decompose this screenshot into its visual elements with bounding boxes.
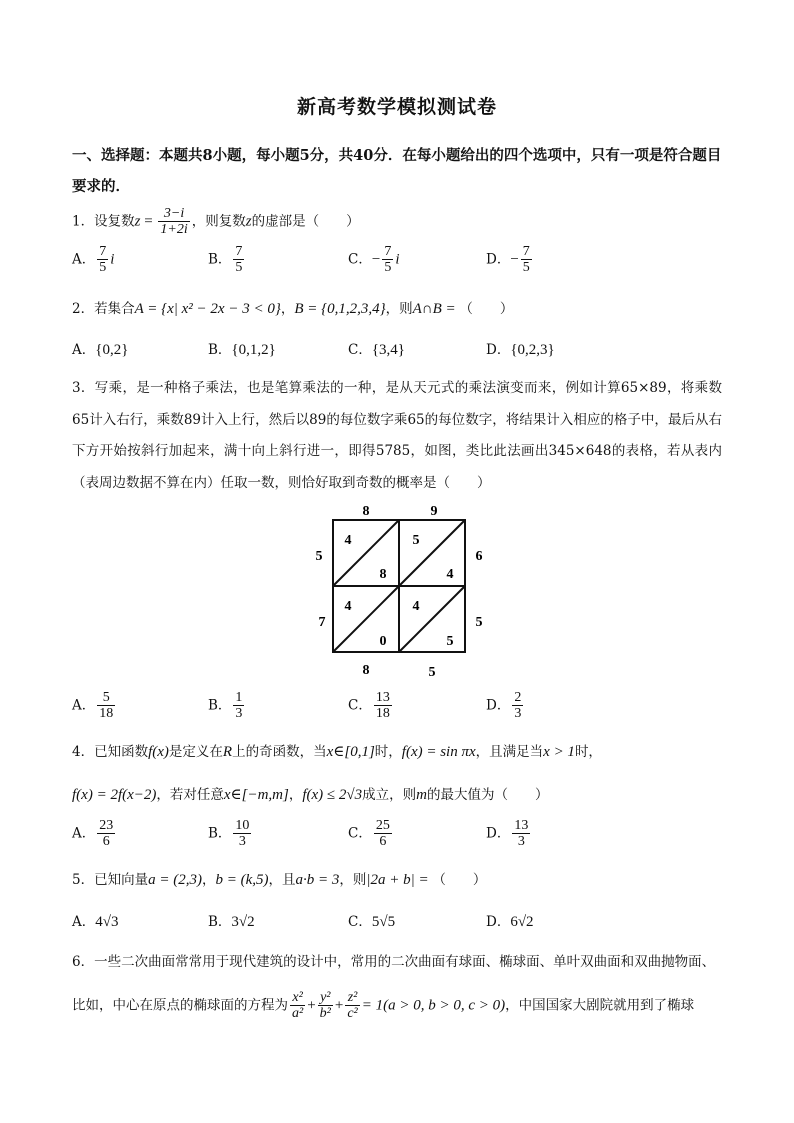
q6-text: 比如，中心在原点的椭球面的方程为 bbox=[72, 997, 288, 1014]
q5-text: 5．已知向量 bbox=[72, 872, 149, 888]
q6-text: ，中国国家大剧院就用到了椭球 bbox=[505, 997, 695, 1014]
option-fraction bbox=[97, 818, 115, 850]
grid-cell-digit: 5 bbox=[412, 533, 420, 548]
q5-dot-product: a·b = 3 bbox=[295, 872, 340, 888]
lattice-grid-figure bbox=[306, 502, 506, 682]
q6-frac-den: c² bbox=[347, 1006, 358, 1022]
q4-math: x∈[0,1] bbox=[326, 744, 375, 760]
option-numerator: 7 bbox=[522, 244, 530, 259]
option-label: C． bbox=[348, 342, 372, 358]
option-denominator: 6 bbox=[379, 834, 387, 850]
option-numerator: 25 bbox=[375, 818, 390, 833]
option-fraction bbox=[233, 818, 251, 850]
option-a[interactable] bbox=[72, 244, 114, 276]
option-denominator: 18 bbox=[99, 706, 114, 722]
grid-cell-digit: 4 bbox=[344, 599, 352, 614]
option-value: {0,2,3} bbox=[510, 342, 555, 358]
q1-fraction bbox=[158, 206, 189, 238]
q2-text-a: 2．若集合 bbox=[72, 301, 135, 317]
q6-condition: = 1(a > 0, b > 0, c > 0) bbox=[361, 997, 506, 1014]
option-c[interactable] bbox=[348, 690, 394, 722]
q4-text: 时， bbox=[374, 744, 402, 760]
question-4-line1 bbox=[72, 740, 602, 761]
option-label: D． bbox=[486, 697, 511, 714]
q4-math: f(x) ≤ 2√3 bbox=[302, 787, 363, 803]
q1-numerator: 3−i bbox=[158, 206, 189, 222]
option-c[interactable] bbox=[348, 338, 405, 359]
page-title: 新高考数学模拟测试卷 bbox=[296, 96, 497, 118]
option-value: {3,4} bbox=[371, 342, 405, 358]
option-fraction bbox=[382, 244, 393, 276]
question-3: 3．写乘，是一种格子乘法，也是笔算乘法的一种，是从天元式的乘法演变而来，例如计算65×89，将乘数65计入右行，乘数89计入上行，然后以89的每位数字乘65的每位数字，将结果计入相应的格子中，最后从右下方开始按斜行加起来，满十向上斜行进一，即得5785，如图，类比此法画出345×648的表格，若从表内（表周边数据不算在内）任取一数，则恰好取到奇数的概率是（ ） bbox=[72, 380, 722, 491]
question-4-line2 bbox=[72, 783, 548, 804]
q2-text-b: ，则 bbox=[385, 301, 413, 317]
q5-text: ， bbox=[201, 872, 216, 888]
q4-math: f(x) bbox=[148, 744, 169, 760]
option-denominator: 5 bbox=[384, 260, 392, 276]
q1-prefix: 1．设复数 bbox=[72, 213, 135, 230]
option-b[interactable] bbox=[208, 690, 246, 722]
q6-frac-num: x² bbox=[290, 990, 305, 1006]
option-value: {0,1,2} bbox=[231, 342, 276, 358]
option-suffix: i bbox=[395, 251, 400, 268]
option-label: D． bbox=[486, 825, 511, 842]
option-numerator: 7 bbox=[235, 244, 243, 259]
q6-frac-num: z² bbox=[345, 990, 359, 1006]
option-denominator: 5 bbox=[99, 260, 107, 276]
option-fraction bbox=[233, 690, 244, 722]
option-label: B． bbox=[208, 914, 232, 930]
option-label: B． bbox=[208, 697, 232, 714]
q2-set-a: A = {x| x² − 2x − 3 < 0} bbox=[134, 301, 281, 317]
q2-sep: ， bbox=[280, 301, 295, 317]
option-a[interactable] bbox=[72, 818, 117, 850]
q1-text: ，则复数 bbox=[191, 213, 246, 230]
option-fraction bbox=[374, 818, 392, 850]
q6-frac-den: a² bbox=[292, 1006, 304, 1022]
option-value: 6√2 bbox=[510, 914, 534, 930]
q4-math: x∈[−m,m] bbox=[223, 787, 289, 803]
option-label: A． bbox=[72, 342, 96, 358]
question-5 bbox=[72, 868, 486, 889]
section-heading: 一、选择题：本题共8小题，每小题5分，共40分．在每小题给出的四个选项中，只有一项是符合题目要求的． bbox=[72, 147, 722, 195]
option-label: A． bbox=[72, 825, 96, 842]
option-label: A． bbox=[72, 914, 96, 930]
grid-right-digit: 5 bbox=[475, 615, 483, 630]
option-denominator: 3 bbox=[235, 706, 243, 722]
option-fraction bbox=[512, 690, 523, 722]
grid-bottom-digit: 8 bbox=[362, 663, 370, 678]
q6-frac-x bbox=[290, 990, 305, 1022]
option-label: D． bbox=[486, 914, 511, 930]
q6-frac-y bbox=[318, 990, 333, 1022]
option-denominator: 5 bbox=[235, 260, 243, 276]
q1-eq: = bbox=[140, 213, 157, 230]
option-numerator: 7 bbox=[99, 244, 107, 259]
q6-frac-num: y² bbox=[318, 990, 333, 1006]
q4-text: ， bbox=[288, 787, 303, 803]
option-label: C． bbox=[348, 697, 372, 714]
question-6-line1: 6．一些二次曲面常常用于现代建筑的设计中，常用的二次曲面有球面、椭球面、单叶双曲面和双曲抛物面、 bbox=[72, 954, 716, 970]
q1-text2: 的虚部是（ ） bbox=[251, 213, 360, 230]
q2-text-c: （ ） bbox=[459, 301, 514, 317]
option-numerator: 13 bbox=[514, 818, 529, 833]
q5-text: ，且 bbox=[268, 872, 296, 888]
question-2 bbox=[72, 297, 513, 318]
option-sign: − bbox=[510, 251, 519, 268]
q4-text: 是定义在 bbox=[168, 744, 223, 760]
q4-text: 时， bbox=[574, 744, 602, 760]
question-1 bbox=[72, 206, 360, 238]
option-b[interactable] bbox=[208, 338, 276, 359]
option-b[interactable] bbox=[208, 818, 253, 850]
option-label: A． bbox=[72, 697, 96, 714]
option-denominator: 3 bbox=[238, 834, 246, 850]
option-label: D． bbox=[486, 342, 511, 358]
q5-text: （ ） bbox=[432, 872, 487, 888]
grid-left-digit: 7 bbox=[318, 615, 326, 630]
q4-text: 的最大值为（ ） bbox=[426, 787, 549, 803]
option-suffix: i bbox=[110, 251, 115, 268]
option-c[interactable] bbox=[348, 818, 394, 850]
option-b[interactable] bbox=[208, 244, 246, 276]
option-numerator: 10 bbox=[235, 818, 250, 833]
option-value: 4√3 bbox=[95, 914, 119, 930]
grid-cell-digit: 4 bbox=[344, 533, 352, 548]
option-label: A． bbox=[72, 251, 96, 268]
q4-math: f(x) = sin πx bbox=[401, 744, 476, 760]
option-value: 3√2 bbox=[231, 914, 255, 930]
option-fraction bbox=[97, 244, 108, 276]
option-fraction bbox=[521, 244, 532, 276]
q6-plus: + bbox=[307, 997, 316, 1014]
option-denominator: 5 bbox=[522, 260, 530, 276]
option-label: C． bbox=[348, 825, 372, 842]
q4-text: ，若对任意 bbox=[156, 787, 224, 803]
q1-denominator: 1+2i bbox=[160, 222, 188, 238]
q5-vector-b: b = (k,5) bbox=[215, 872, 269, 888]
q2-set-b: B = {0,1,2,3,4} bbox=[294, 301, 386, 317]
q4-text: ，且满足当 bbox=[475, 744, 544, 760]
option-fraction bbox=[374, 690, 392, 722]
q4-math: m bbox=[416, 787, 427, 803]
option-d[interactable] bbox=[486, 244, 534, 276]
grid-cell-digit: 4 bbox=[446, 567, 454, 582]
option-numerator: 7 bbox=[384, 244, 392, 259]
option-d[interactable] bbox=[486, 818, 532, 850]
q4-math: x > 1 bbox=[543, 744, 575, 760]
option-fraction bbox=[97, 690, 115, 722]
option-sign: − bbox=[371, 251, 381, 268]
option-label: C． bbox=[348, 251, 372, 268]
q5-text: ，则 bbox=[339, 872, 367, 888]
q6-frac-z bbox=[345, 990, 359, 1022]
q1-var2: z bbox=[245, 213, 252, 230]
option-label: C． bbox=[348, 914, 372, 930]
option-numerator: 2 bbox=[514, 690, 522, 705]
q4-text: 成立，则 bbox=[362, 787, 417, 803]
option-numerator: 5 bbox=[97, 690, 115, 706]
option-fraction bbox=[512, 818, 530, 850]
q4-text: 4．已知函数 bbox=[72, 744, 149, 760]
option-b[interactable] bbox=[208, 910, 255, 931]
option-d[interactable] bbox=[486, 910, 534, 931]
option-a[interactable] bbox=[72, 338, 128, 359]
grid-cell-digit: 5 bbox=[446, 634, 454, 649]
q4-text: 上的奇函数，当 bbox=[232, 744, 327, 760]
option-value: 5√5 bbox=[371, 914, 396, 930]
option-label: D． bbox=[486, 251, 511, 268]
option-d[interactable] bbox=[486, 690, 525, 722]
grid-lines bbox=[333, 520, 465, 652]
option-label: B． bbox=[208, 342, 232, 358]
grid-top-digit: 8 bbox=[362, 504, 370, 519]
grid-right-digit: 6 bbox=[475, 549, 483, 564]
option-d[interactable] bbox=[486, 338, 555, 359]
q4-math: R bbox=[222, 744, 233, 760]
grid-cell-digit: 0 bbox=[379, 634, 387, 649]
option-denominator: 6 bbox=[102, 834, 110, 850]
option-denominator: 3 bbox=[514, 706, 522, 722]
q5-magnitude: |2a + b| = bbox=[366, 872, 433, 888]
option-denominator: 18 bbox=[375, 706, 390, 722]
question-6-line2 bbox=[72, 990, 694, 1022]
option-numerator: 23 bbox=[99, 818, 114, 833]
grid-cell-digit: 4 bbox=[412, 599, 420, 614]
option-value: {0,2} bbox=[95, 342, 129, 358]
q2-intersection: A∩B = bbox=[412, 301, 460, 317]
grid-bottom-digit: 5 bbox=[428, 665, 436, 680]
option-label: B． bbox=[208, 251, 232, 268]
option-label: B． bbox=[208, 825, 232, 842]
grid-cell-digit: 8 bbox=[379, 567, 387, 582]
option-c[interactable] bbox=[348, 910, 395, 931]
q4-math: f(x) = 2f(x−2) bbox=[72, 787, 157, 803]
option-numerator: 13 bbox=[375, 690, 390, 705]
q6-plus: + bbox=[334, 997, 344, 1014]
option-fraction bbox=[233, 244, 244, 276]
grid-left-digit: 5 bbox=[315, 549, 323, 564]
option-a[interactable] bbox=[72, 690, 117, 722]
q1-var: z bbox=[134, 213, 141, 230]
option-numerator: 1 bbox=[235, 690, 243, 705]
q5-vector-a: a = (2,3) bbox=[148, 872, 202, 888]
q6-frac-den: b² bbox=[319, 1006, 331, 1022]
grid-top-digit: 9 bbox=[430, 504, 438, 519]
option-a[interactable] bbox=[72, 910, 118, 931]
option-c[interactable] bbox=[348, 244, 399, 276]
option-denominator: 3 bbox=[517, 834, 525, 850]
